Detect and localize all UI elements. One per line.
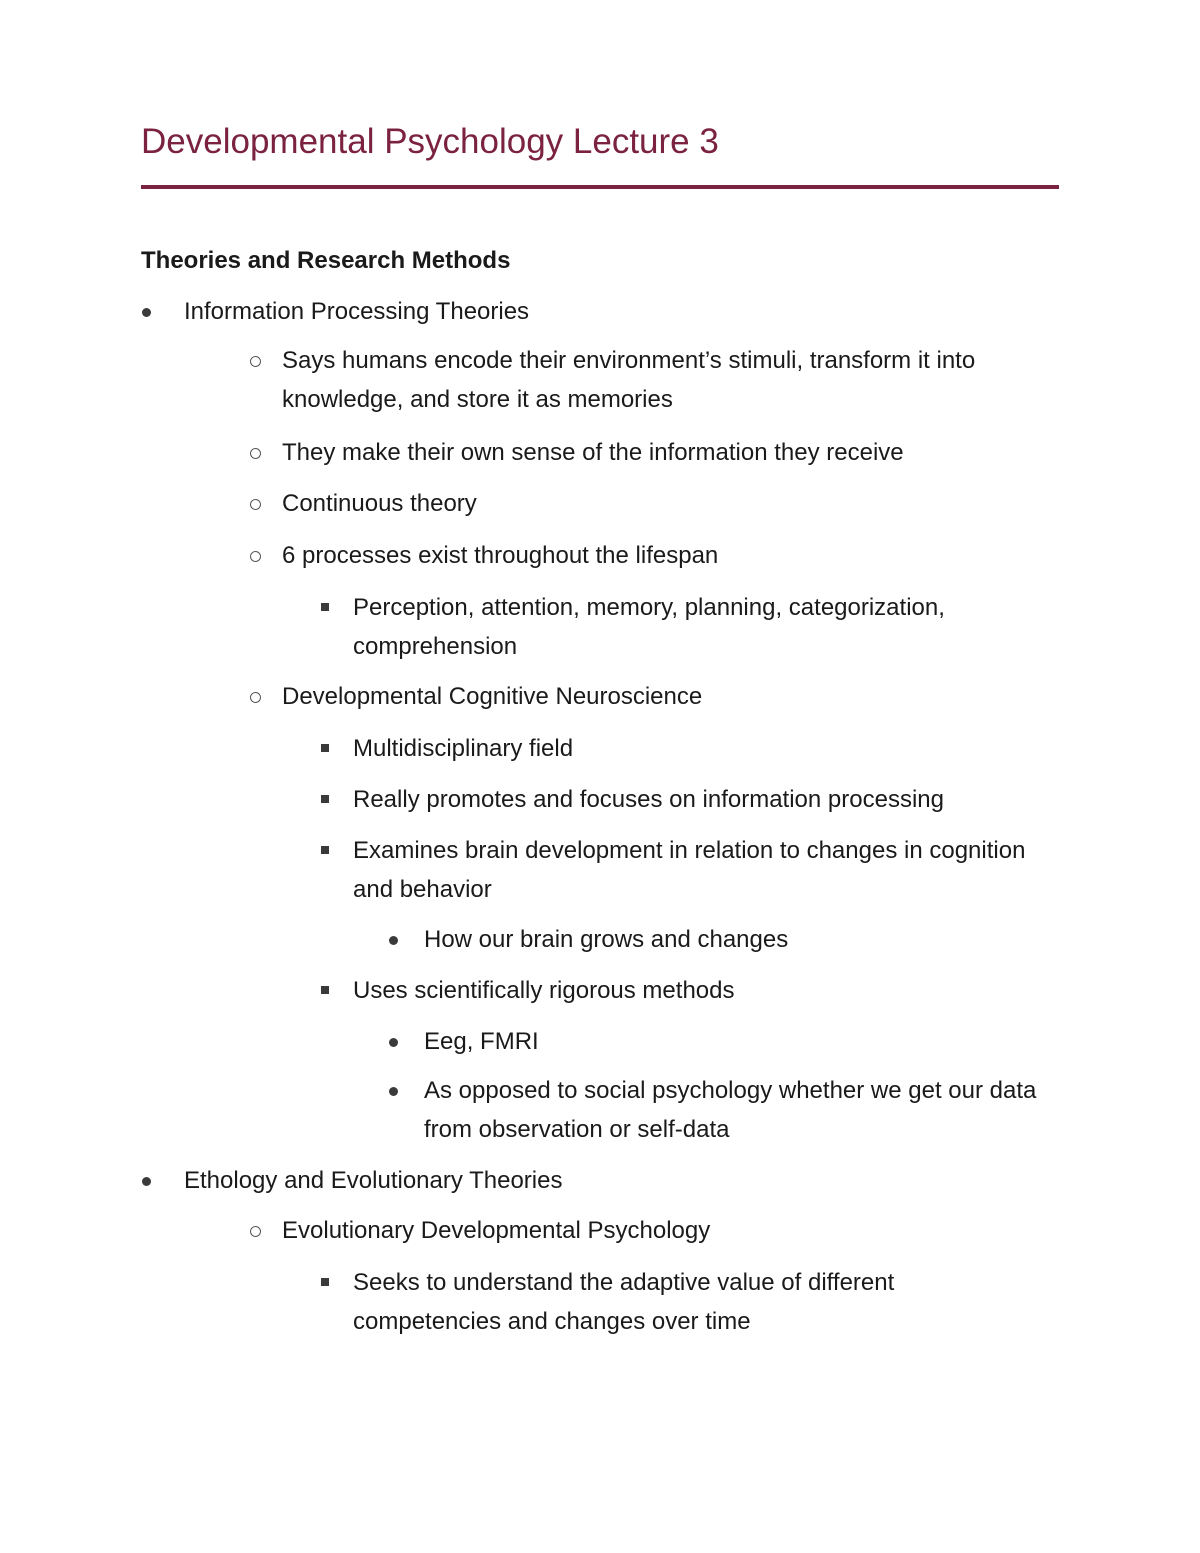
bullet-disc-icon xyxy=(389,936,398,945)
list-item-text: Uses scientifically rigorous methods xyxy=(353,977,735,1004)
bullet-disc-icon xyxy=(389,1087,398,1096)
bullet-square-icon xyxy=(321,795,329,803)
list-item-text: Eeg, FMRI xyxy=(424,1028,539,1055)
bullet-circle-icon xyxy=(250,356,261,367)
list-item xyxy=(424,1071,1059,1149)
bullet-circle-icon xyxy=(250,499,261,510)
list-item-text: Examines brain development in relation to changes in cognition and behavior xyxy=(353,837,1026,903)
list-item-text: Says humans encode their environment’s stimuli, transform it into knowledge, and store it as memories xyxy=(282,347,976,413)
list-item-text: Seeks to understand the adaptive value of different competencies and changes over time xyxy=(353,1269,895,1335)
bullet-circle-icon xyxy=(250,692,261,703)
list-item xyxy=(424,920,1059,959)
bullet-circle-icon xyxy=(250,551,261,562)
list-item xyxy=(282,1211,1027,1250)
list-item xyxy=(353,588,1043,666)
list-item-text: They make their own sense of the information they receive xyxy=(282,439,904,466)
list-item-text: Really promotes and focuses on information processing xyxy=(353,786,944,813)
list-item xyxy=(282,433,1027,472)
bullet-disc-icon xyxy=(389,1038,398,1047)
list-item-text: As opposed to social psychology whether we get our data from observation or self-data xyxy=(424,1077,1037,1143)
list-item xyxy=(424,1022,1059,1061)
list-item xyxy=(353,729,1043,768)
list-item-text: Perception, attention, memory, planning, categorization, comprehension xyxy=(353,594,945,660)
list-item xyxy=(184,1161,1044,1200)
bullet-square-icon xyxy=(321,1278,329,1286)
bullet-square-icon xyxy=(321,986,329,994)
list-item xyxy=(353,971,1043,1010)
list-item xyxy=(282,677,1027,716)
list-item-text: How our brain grows and changes xyxy=(424,926,789,953)
bullet-square-icon xyxy=(321,744,329,752)
list-item-text: Ethology and Evolutionary Theories xyxy=(184,1167,563,1194)
list-item xyxy=(353,780,1043,819)
list-item xyxy=(282,536,1027,575)
list-item-text: Evolutionary Developmental Psychology xyxy=(282,1217,711,1244)
list-item xyxy=(282,484,1027,523)
bullet-disc-icon xyxy=(142,308,151,317)
list-item-text: Multidisciplinary field xyxy=(353,735,574,762)
bullet-disc-icon xyxy=(142,1177,151,1186)
section-heading: Theories and Research Methods xyxy=(141,247,511,274)
page-title: Developmental Psychology Lecture 3 xyxy=(141,122,719,161)
bullet-circle-icon xyxy=(250,448,261,459)
bullet-circle-icon xyxy=(250,1226,261,1237)
list-item-text: Information Processing Theories xyxy=(184,298,530,325)
bullet-square-icon xyxy=(321,846,329,854)
list-item-text: 6 processes exist throughout the lifespan xyxy=(282,542,719,569)
list-item xyxy=(353,1263,1043,1341)
list-item-text: Continuous theory xyxy=(282,490,477,517)
bullet-square-icon xyxy=(321,603,329,611)
title-divider xyxy=(141,185,1059,189)
list-item xyxy=(353,831,1043,909)
list-item-text: Developmental Cognitive Neuroscience xyxy=(282,683,703,710)
list-item xyxy=(282,341,1027,419)
list-item xyxy=(184,292,1044,331)
